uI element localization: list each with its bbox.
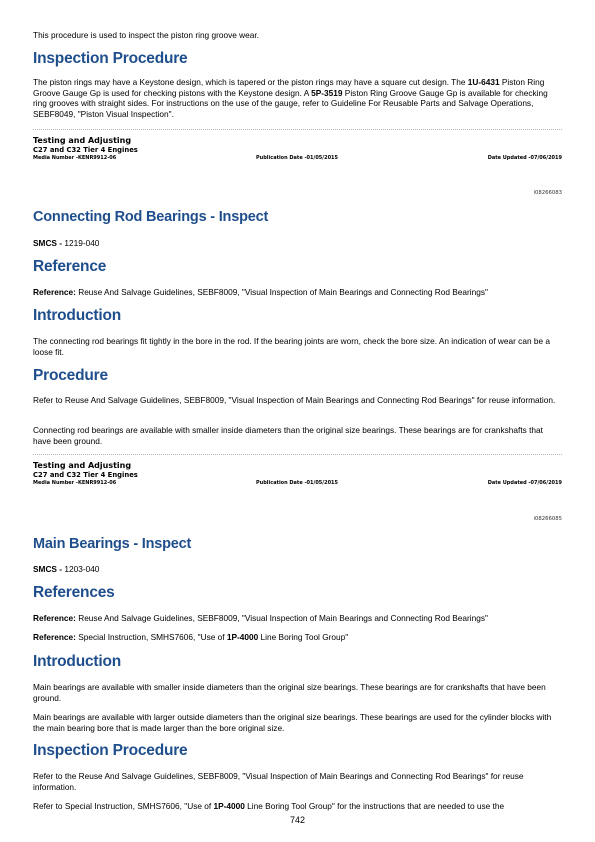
procedure-paragraph-1: Refer to Reuse And Salvage Guidelines, SEBF8009, "Visual Inspection of Main Bearings and Connecting Rod Bearings" for reuse information. — [33, 395, 556, 405]
section-title-inspection-procedure: Inspection Procedure — [33, 50, 188, 67]
article-title-main-bearings: Main Bearings - Inspect — [33, 536, 192, 552]
section-title-inspection-procedure-2: Inspection Procedure — [33, 742, 188, 759]
document-header-1 — [33, 136, 562, 162]
header-subtitle: C27 and C32 Tier 4 Engines — [33, 471, 138, 479]
publication-date: Publication Date -01/05/2015 — [256, 480, 339, 486]
section-title-reference: Reference — [33, 258, 107, 275]
text-run: The piston rings may have a Keystone design, which is tapered or the piston rings may have a square cut design. The — [33, 77, 468, 87]
divider — [33, 454, 562, 455]
introduction-paragraph-1: Main bearings are available with smaller inside diameters than the original size bearings. These bearings are for crankshafts that have been ground. — [33, 682, 546, 703]
piston-ring-paragraph — [33, 77, 562, 119]
header-title: Testing and Adjusting — [33, 461, 132, 470]
text-run: Refer to Special Instruction, SMHS7606, "Use of — [33, 801, 214, 811]
document-header-2 — [33, 461, 562, 487]
reference-label: Reference: — [33, 632, 76, 642]
introduction-paragraph-2: Main bearings are available with larger outside diameters than the original size bearings. These bearings are used for the cylinder blocks with the main bearing bore that is made larger than the bore original size. — [33, 712, 552, 733]
media-number: Media Number -KENR9912-06 — [33, 480, 117, 486]
header-subtitle: C27 and C32 Tier 4 Engines — [33, 146, 138, 154]
reference-line — [33, 287, 562, 298]
reference-label: Reference: — [33, 613, 76, 623]
part-number: 5P-3519 — [311, 87, 343, 98]
media-number: Media Number -KENR9912-06 — [33, 155, 117, 161]
text-run: Line Boring Tool Group" for the instructions that are needed to use the — [244, 801, 505, 811]
smcs-value: 1219-040 — [64, 238, 100, 248]
section-title-procedure: Procedure — [33, 367, 108, 384]
text-run: Piston Ring Groove Gauge Gp is used for checking pistons with the Keystone design. A — [33, 77, 545, 98]
section-title-introduction: Introduction — [33, 307, 121, 324]
date-updated: Date Updated -07/06/2019 — [487, 480, 562, 486]
doc-id: i08266085 — [533, 516, 562, 522]
header-title: Testing and Adjusting — [33, 136, 132, 145]
text-run: Special Instruction, SMHS7606, "Use of — [75, 632, 227, 642]
reference-text: Reuse And Salvage Guidelines, SEBF8009, "Visual Inspection of Main Bearings and Connecting Rod Bearings" — [75, 287, 488, 297]
article-title-connecting-rod: Connecting Rod Bearings - Inspect — [33, 209, 269, 225]
reference-line-2 — [33, 632, 562, 643]
reference-text: Reuse And Salvage Guidelines, SEBF8009, "Visual Inspection of Main Bearings and Connecting Rod Bearings" — [75, 613, 488, 623]
smcs-line — [33, 564, 562, 575]
smcs-label: SMCS - — [33, 564, 65, 574]
smcs-line — [33, 238, 562, 249]
page-number: 742 — [289, 815, 306, 825]
inspection-paragraph-1: Refer to the Reuse And Salvage Guidelines, SEBF8009, "Visual Inspection of Main Bearings and Connecting Rod Bearings" for reuse information. — [33, 771, 524, 792]
smcs-label: SMCS - — [33, 238, 65, 248]
header-meta — [33, 480, 562, 487]
smcs-value: 1203-040 — [64, 564, 100, 574]
inspection-paragraph-2 — [33, 801, 562, 812]
divider — [33, 129, 562, 130]
doc-id: i08266083 — [533, 190, 562, 196]
part-number: 1U-6431 — [467, 77, 500, 87]
section-title-introduction-2: Introduction — [33, 653, 121, 670]
date-updated: Date Updated -07/06/2019 — [487, 155, 562, 161]
document-page — [33, 0, 562, 842]
reference-label: Reference: — [33, 287, 76, 297]
text-run: Line Boring Tool Group" — [258, 632, 349, 642]
text-run: Piston Ring Groove Gauge Gp is available for checking ring grooves with straight sides. For instructions on the use of the gauge, refer to Guideline For Reusable Parts and Salvage Operations, SEBF8049, "Piston Visual Inspection". — [33, 87, 548, 119]
introduction-paragraph: The connecting rod bearings fit tightly in the bore in the rod. If the bearing joints are worn, check the bore size. An indication of wear can be a loose fit. — [33, 336, 551, 357]
part-number: 1P-4000 — [226, 632, 259, 642]
header-meta — [33, 155, 562, 162]
intro-paragraph: This procedure is used to inspect the piston ring groove wear. — [33, 30, 259, 40]
publication-date: Publication Date -01/05/2015 — [256, 155, 339, 161]
section-title-references: References — [33, 584, 115, 601]
part-number: 1P-4000 — [213, 801, 245, 811]
procedure-paragraph-2: Connecting rod bearings are available with smaller inside diameters than the original size bearings. These bearings are for crankshafts that have been ground. — [33, 425, 543, 446]
reference-line-1 — [33, 613, 562, 624]
